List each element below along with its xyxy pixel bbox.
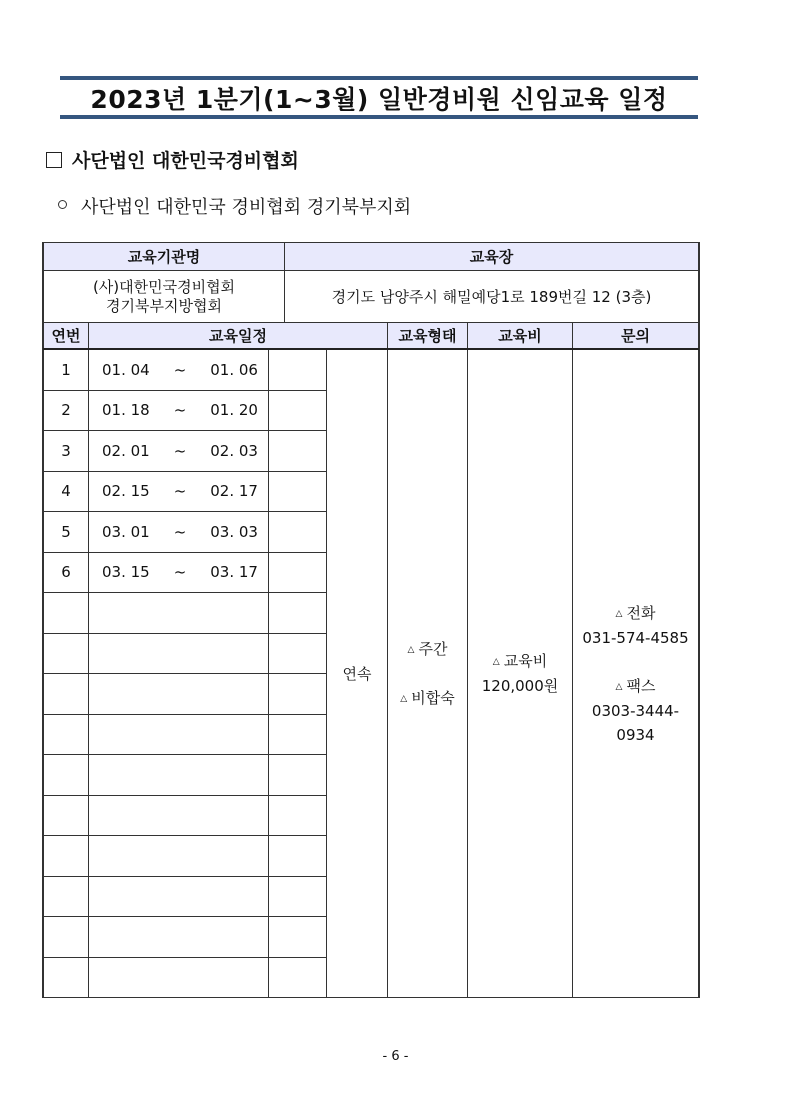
date-end: 03. 17 (210, 563, 258, 582)
triangle-bullet-icon: △ (400, 693, 408, 704)
fax-number: 0303-3444-0934 (591, 701, 680, 744)
header-schedule: 교육일정 (89, 323, 388, 350)
date-range-cell (89, 431, 269, 472)
blank-cell (269, 552, 327, 593)
date-range-cell (89, 633, 269, 674)
header-org: 교육기관명 (44, 243, 285, 271)
form-line2: 비합숙 (411, 688, 455, 707)
blank-cell (269, 431, 327, 472)
date-range-cell (89, 471, 269, 512)
date-end: 03. 03 (210, 522, 258, 541)
date-start: 01. 04 (102, 360, 150, 379)
blank-cell (269, 917, 327, 958)
date-range-cell (89, 876, 269, 917)
date-range-cell (89, 957, 269, 998)
header-no: 연번 (44, 323, 89, 350)
info-table (42, 242, 700, 324)
date-range-cell (89, 836, 269, 877)
triangle-bullet-icon: △ (407, 644, 415, 655)
blank-cell (269, 795, 327, 836)
row-number: 5 (44, 512, 89, 553)
title-banner (60, 76, 698, 119)
date-end: 01. 20 (210, 401, 258, 420)
info-header-row (44, 243, 699, 271)
schedule-table (42, 322, 700, 998)
schedule-header-row (44, 323, 699, 350)
date-sep: ~ (173, 401, 187, 420)
blank-cell (269, 755, 327, 796)
date-sep: ~ (173, 563, 187, 582)
blank-cell (269, 593, 327, 634)
row-number: 4 (44, 471, 89, 512)
blank-cell (269, 957, 327, 998)
checkbox-square-icon (46, 152, 62, 168)
phone-label: 전화 (626, 603, 656, 622)
form-line1: 주간 (418, 639, 448, 658)
mode-text: 연속 (342, 665, 372, 683)
table-row (44, 349, 699, 390)
date-range-cell (89, 552, 269, 593)
date-range-cell (89, 714, 269, 755)
fee-value: 120,000원 (481, 677, 559, 695)
blank-cell (269, 633, 327, 674)
fee-label: 교육비 (503, 652, 548, 670)
section-title: 사단법인 대한민국경비협회 (72, 150, 299, 172)
blank-cell (269, 876, 327, 917)
date-sep: ~ (173, 360, 187, 379)
header-form: 교육형태 (388, 323, 468, 350)
row-number: 3 (44, 431, 89, 472)
triangle-bullet-icon: △ (615, 608, 623, 619)
date-start: 02. 15 (102, 482, 150, 501)
date-range-cell (89, 755, 269, 796)
triangle-bullet-icon: △ (615, 681, 623, 692)
date-sep: ~ (173, 522, 187, 541)
row-number (44, 836, 89, 877)
section-heading (46, 146, 299, 173)
date-range-cell (89, 593, 269, 634)
org-line1: (사)대한민국경비협회 (92, 278, 236, 296)
header-contact: 문의 (573, 323, 699, 350)
page-title: 2023년 1분기(1~3월) 일반경비원 신임교육 일정 (90, 84, 668, 114)
row-number (44, 876, 89, 917)
header-venue: 교육장 (285, 243, 699, 271)
venue-cell: 경기도 남양주시 해밀예당1로 189번길 12 (3층) (285, 271, 699, 324)
date-end: 02. 17 (210, 482, 258, 501)
date-end: 01. 06 (210, 360, 258, 379)
date-range-cell (89, 390, 269, 431)
row-number: 1 (44, 349, 89, 390)
date-sep: ~ (173, 482, 187, 501)
date-start: 03. 15 (102, 563, 150, 582)
row-number (44, 633, 89, 674)
blank-cell (269, 512, 327, 553)
fee-cell (468, 349, 573, 998)
fax-label: 팩스 (626, 676, 656, 695)
row-number: 6 (44, 552, 89, 593)
date-range-cell (89, 795, 269, 836)
blank-cell (269, 714, 327, 755)
row-number (44, 714, 89, 755)
row-number (44, 917, 89, 958)
blank-cell (269, 674, 327, 715)
date-start: 01. 18 (102, 401, 150, 420)
form-cell (388, 349, 468, 998)
date-range-cell (89, 674, 269, 715)
mode-cell (327, 349, 388, 998)
row-number (44, 674, 89, 715)
row-number (44, 755, 89, 796)
org-line2: 경기북부지방협회 (106, 297, 222, 315)
date-start: 03. 01 (102, 522, 150, 541)
contact-cell (573, 349, 699, 998)
date-range-cell (89, 512, 269, 553)
blank-cell (269, 349, 327, 390)
date-start: 02. 01 (102, 441, 150, 460)
date-range-cell (89, 349, 269, 390)
circle-bullet-icon (58, 200, 67, 209)
triangle-bullet-icon: △ (492, 657, 500, 667)
page-number: - 6 - (382, 1049, 409, 1064)
blank-cell (269, 471, 327, 512)
row-number (44, 795, 89, 836)
org-name-cell (44, 271, 285, 324)
row-number (44, 593, 89, 634)
blank-cell (269, 390, 327, 431)
info-data-row (44, 271, 699, 324)
row-number: 2 (44, 390, 89, 431)
header-fee: 교육비 (468, 323, 573, 350)
subsection-title: 사단법인 대한민국 경비협회 경기북부지회 (81, 197, 412, 218)
date-range-cell (89, 917, 269, 958)
subsection-heading (58, 193, 411, 219)
date-sep: ~ (173, 441, 187, 460)
blank-cell (269, 836, 327, 877)
date-end: 02. 03 (210, 441, 258, 460)
phone-number: 031-574-4585 (582, 628, 689, 647)
row-number (44, 957, 89, 998)
